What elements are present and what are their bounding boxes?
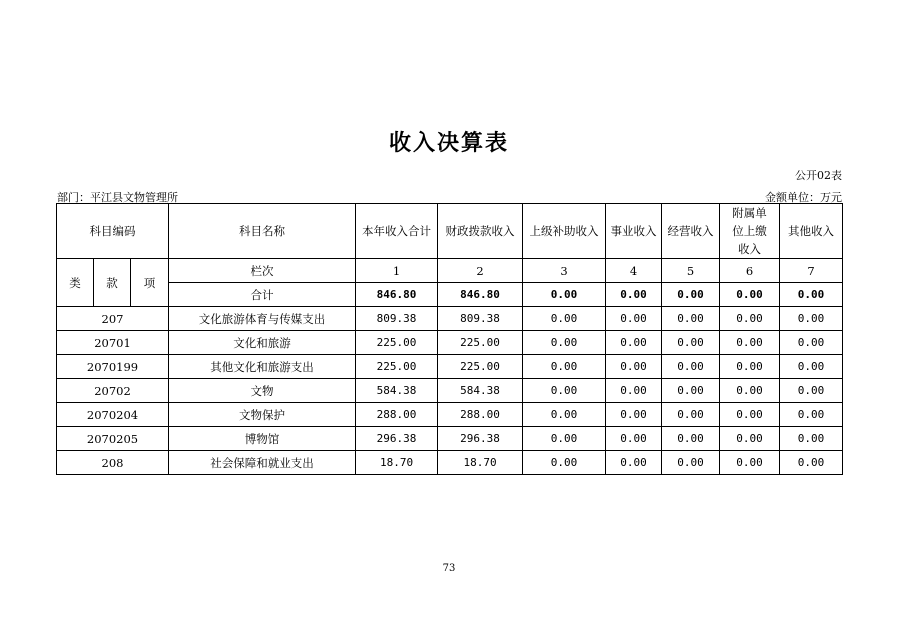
row-value: 0.00 xyxy=(720,403,780,427)
table-row xyxy=(57,355,843,379)
total-value: 0.00 xyxy=(780,283,843,307)
row-name: 文化旅游体育与传媒支出 xyxy=(169,307,356,331)
row-value: 0.00 xyxy=(720,451,780,475)
income-table xyxy=(56,203,843,475)
row-value: 0.00 xyxy=(606,451,662,475)
row-value: 18.70 xyxy=(356,451,438,475)
row-value: 0.00 xyxy=(662,427,720,451)
row-value: 0.00 xyxy=(720,307,780,331)
row-value: 809.38 xyxy=(356,307,438,331)
column-number: 4 xyxy=(606,259,662,283)
page-number: 73 xyxy=(442,563,456,574)
column-number: 7 xyxy=(780,259,843,283)
row-value: 0.00 xyxy=(720,355,780,379)
row-code: 20702 xyxy=(57,379,169,403)
row-name: 其他文化和旅游支出 xyxy=(169,355,356,379)
row-value: 0.00 xyxy=(606,379,662,403)
row-value: 296.38 xyxy=(438,427,523,451)
row-value: 288.00 xyxy=(356,403,438,427)
row-value: 0.00 xyxy=(606,403,662,427)
page-title: 收入决算表 xyxy=(388,131,509,156)
header-col: 本年收入合计 xyxy=(356,204,438,259)
column-number: 1 xyxy=(356,259,438,283)
row-value: 225.00 xyxy=(356,355,438,379)
row-code: 207 xyxy=(57,307,169,331)
header-col: 其他收入 xyxy=(780,204,843,259)
header-xiang: 项 xyxy=(131,259,169,307)
row-code: 208 xyxy=(57,451,169,475)
row-value: 18.70 xyxy=(438,451,523,475)
row-value: 0.00 xyxy=(606,331,662,355)
row-value: 809.38 xyxy=(438,307,523,331)
row-value: 0.00 xyxy=(523,427,606,451)
header-col: 附属单位上缴收入 xyxy=(720,204,780,259)
table-row xyxy=(57,307,843,331)
total-value: 0.00 xyxy=(720,283,780,307)
row-value: 0.00 xyxy=(662,451,720,475)
row-value: 0.00 xyxy=(523,307,606,331)
row-value: 0.00 xyxy=(780,427,843,451)
header-col: 事业收入 xyxy=(606,204,662,259)
row-value: 0.00 xyxy=(720,427,780,451)
row-value: 0.00 xyxy=(780,451,843,475)
row-value: 0.00 xyxy=(523,403,606,427)
row-name: 社会保障和就业支出 xyxy=(169,451,356,475)
row-value: 0.00 xyxy=(662,379,720,403)
table-row xyxy=(57,451,843,475)
row-name: 文物保护 xyxy=(169,403,356,427)
header-code: 科目编码 xyxy=(57,204,169,259)
table-row xyxy=(57,379,843,403)
row-value: 225.00 xyxy=(356,331,438,355)
header-row xyxy=(57,204,843,259)
row-code: 2070205 xyxy=(57,427,169,451)
row-code: 2070204 xyxy=(57,403,169,427)
column-number-row xyxy=(57,259,843,283)
unit-label: 金额单位：万元 xyxy=(765,191,842,204)
table-row xyxy=(57,427,843,451)
row-name: 博物馆 xyxy=(169,427,356,451)
row-code: 2070199 xyxy=(57,355,169,379)
header-col: 上级补助收入 xyxy=(523,204,606,259)
row-value: 0.00 xyxy=(662,307,720,331)
form-number: 公开02表 xyxy=(795,169,842,182)
row-value: 0.00 xyxy=(523,355,606,379)
row-name: 文物 xyxy=(169,379,356,403)
header-lei: 类 xyxy=(57,259,94,307)
row-value: 584.38 xyxy=(356,379,438,403)
row-value: 584.38 xyxy=(438,379,523,403)
total-row xyxy=(57,283,843,307)
total-value: 846.80 xyxy=(356,283,438,307)
header-lanci: 栏次 xyxy=(169,259,356,283)
row-value: 288.00 xyxy=(438,403,523,427)
header-col: 经营收入 xyxy=(662,204,720,259)
total-label: 合计 xyxy=(169,283,356,307)
row-value: 225.00 xyxy=(438,331,523,355)
row-value: 0.00 xyxy=(780,403,843,427)
table-row xyxy=(57,331,843,355)
row-value: 0.00 xyxy=(606,355,662,379)
column-number: 2 xyxy=(438,259,523,283)
row-value: 0.00 xyxy=(780,331,843,355)
column-number: 6 xyxy=(720,259,780,283)
row-value: 0.00 xyxy=(780,307,843,331)
header-kuan: 款 xyxy=(94,259,131,307)
department-label: 部门：平江县文物管理所 xyxy=(57,191,178,204)
column-number: 3 xyxy=(523,259,606,283)
row-value: 0.00 xyxy=(523,451,606,475)
row-value: 0.00 xyxy=(720,379,780,403)
row-value: 0.00 xyxy=(523,379,606,403)
row-value: 0.00 xyxy=(606,427,662,451)
row-value: 0.00 xyxy=(662,355,720,379)
row-value: 0.00 xyxy=(606,307,662,331)
row-name: 文化和旅游 xyxy=(169,331,356,355)
total-value: 0.00 xyxy=(523,283,606,307)
header-col: 财政拨款收入 xyxy=(438,204,523,259)
total-value: 0.00 xyxy=(662,283,720,307)
row-value: 0.00 xyxy=(662,403,720,427)
row-value: 0.00 xyxy=(780,379,843,403)
row-value: 0.00 xyxy=(780,355,843,379)
row-value: 0.00 xyxy=(720,331,780,355)
row-value: 296.38 xyxy=(356,427,438,451)
total-value: 0.00 xyxy=(606,283,662,307)
row-value: 0.00 xyxy=(662,331,720,355)
table-row xyxy=(57,403,843,427)
row-value: 225.00 xyxy=(438,355,523,379)
row-value: 0.00 xyxy=(523,331,606,355)
total-value: 846.80 xyxy=(438,283,523,307)
column-number: 5 xyxy=(662,259,720,283)
row-code: 20701 xyxy=(57,331,169,355)
header-name: 科目名称 xyxy=(169,204,356,259)
